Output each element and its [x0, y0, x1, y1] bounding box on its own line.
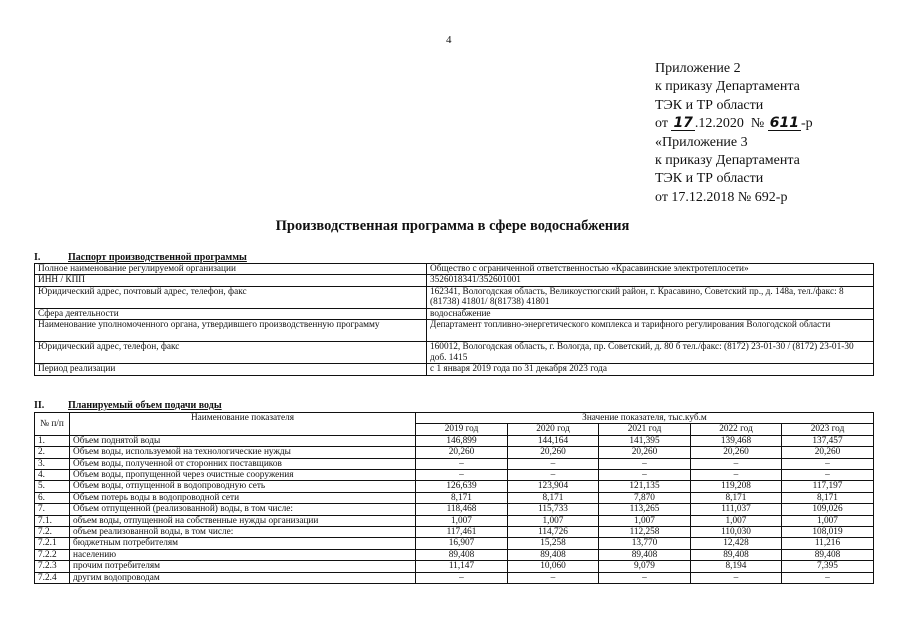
- row-value: –: [691, 572, 782, 583]
- column-header-name: Наименование показателя: [70, 413, 416, 436]
- row-name: прочим потребителям: [70, 561, 416, 572]
- row-value: 109,026: [782, 504, 874, 515]
- table-row: [35, 447, 874, 458]
- row-value: 137,457: [782, 435, 874, 446]
- row-number: 5.: [35, 481, 70, 492]
- row-value: –: [691, 458, 782, 469]
- passport-table: [34, 263, 874, 376]
- passport-value: с 1 января 2019 года по 31 декабря 2023 года: [427, 364, 874, 375]
- row-value: 146,899: [416, 435, 508, 446]
- row-value: 9,079: [599, 561, 691, 572]
- row-name: бюджетным потребителям: [70, 538, 416, 549]
- passport-label: Юридический адрес, почтовый адрес, телефон, факс: [35, 286, 427, 308]
- row-value: –: [599, 458, 691, 469]
- annex-line: от 17.12.2018 № 692-р: [655, 189, 788, 205]
- annex-line: к приказу Департамента: [655, 79, 800, 95]
- row-value: 20,260: [416, 447, 508, 458]
- row-number: 7.2.1: [35, 538, 70, 549]
- column-header-year: 2019 год: [416, 424, 508, 435]
- section-number: I.: [34, 252, 41, 263]
- row-value: 89,408: [782, 549, 874, 560]
- passport-label: Период реализации: [35, 364, 427, 375]
- row-value: 141,395: [599, 435, 691, 446]
- row-value: 8,194: [691, 561, 782, 572]
- row-number: 7.2.3: [35, 561, 70, 572]
- row-value: 144,164: [508, 435, 599, 446]
- row-value: –: [691, 470, 782, 481]
- row-value: 117,197: [782, 481, 874, 492]
- row-value: 1,007: [416, 515, 508, 526]
- document-title: Производственная программа в сфере водоснабжения: [275, 218, 630, 234]
- table-row: [35, 515, 874, 526]
- row-value: 7,395: [782, 561, 874, 572]
- table-row: [35, 527, 874, 538]
- table-row: [35, 286, 874, 308]
- row-number: 7.2.: [35, 527, 70, 538]
- row-value: 8,171: [416, 492, 508, 503]
- row-name: объем воды, отпущенной на собственные нужды организации: [70, 515, 416, 526]
- row-value: –: [416, 572, 508, 583]
- row-value: –: [782, 572, 874, 583]
- row-value: 11,216: [782, 538, 874, 549]
- row-value: –: [599, 572, 691, 583]
- row-value: –: [508, 458, 599, 469]
- row-value: 10,060: [508, 561, 599, 572]
- row-value: 8,171: [508, 492, 599, 503]
- row-value: 126,639: [416, 481, 508, 492]
- row-value: 15,258: [508, 538, 599, 549]
- row-value: 1,007: [599, 515, 691, 526]
- row-number: 7.2.2: [35, 549, 70, 560]
- row-value: 117,461: [416, 527, 508, 538]
- row-value: 1,007: [691, 515, 782, 526]
- row-value: –: [416, 470, 508, 481]
- row-value: 89,408: [691, 549, 782, 560]
- table-row: [35, 458, 874, 469]
- section-2-heading: [34, 400, 222, 411]
- section-1-heading: [34, 252, 247, 263]
- row-value: 89,408: [416, 549, 508, 560]
- row-name: Объем воды, полученной от сторонних поставщиков: [70, 458, 416, 469]
- row-number: 7.1.: [35, 515, 70, 526]
- row-value: 118,468: [416, 504, 508, 515]
- annex-line: «Приложение 3: [655, 134, 748, 150]
- passport-value: 162341, Вологодская область, Великоустюгский район, г. Красавино, Советский пр., д. 148а, тел./факс: 8 (81738) 41801/ 8(81738) 41801: [427, 286, 874, 308]
- passport-label: Сфера деятельности: [35, 308, 427, 319]
- column-header-year: 2020 год: [508, 424, 599, 435]
- row-value: 111,037: [691, 504, 782, 515]
- row-name: Объем поднятой воды: [70, 435, 416, 446]
- column-header-year: 2022 год: [691, 424, 782, 435]
- row-value: 11,147: [416, 561, 508, 572]
- row-value: 20,260: [782, 447, 874, 458]
- table-row: [35, 264, 874, 275]
- table-row: [35, 538, 874, 549]
- section-title: Планируемый объем подачи воды: [68, 400, 222, 411]
- annex-line: ТЭК и ТР области: [655, 171, 764, 187]
- row-value: 20,260: [691, 447, 782, 458]
- table-row: [35, 320, 874, 342]
- row-number: 2.: [35, 447, 70, 458]
- annex-order-line: [655, 115, 813, 133]
- row-value: 110,030: [691, 527, 782, 538]
- annex-date: .12.2020: [694, 116, 744, 132]
- row-name: объем реализованной воды, в том числе:: [70, 527, 416, 538]
- section-title: Паспорт производственной программы: [68, 252, 247, 263]
- row-value: 20,260: [508, 447, 599, 458]
- table-row: [35, 492, 874, 503]
- row-value: 123,904: [508, 481, 599, 492]
- column-header-year: 2021 год: [599, 424, 691, 435]
- row-value: –: [508, 572, 599, 583]
- annex-suffix: -р: [801, 116, 813, 132]
- row-name: Объем потерь воды в водопроводной сети: [70, 492, 416, 503]
- row-name: Объем воды, используемой на технологические нужды: [70, 447, 416, 458]
- water-volume-table: [34, 412, 874, 584]
- annex-prefix: от: [655, 116, 668, 132]
- row-value: –: [508, 470, 599, 481]
- annex-number-sign: №: [750, 116, 765, 132]
- row-value: 108,019: [782, 527, 874, 538]
- table-row: [35, 308, 874, 319]
- passport-label: Наименование уполномоченного органа, утвердившего производственную программу: [35, 320, 427, 342]
- row-value: –: [782, 470, 874, 481]
- row-value: 114,726: [508, 527, 599, 538]
- row-number: 6.: [35, 492, 70, 503]
- row-value: –: [599, 470, 691, 481]
- row-value: 89,408: [508, 549, 599, 560]
- row-name: Объем воды, пропущенной через очистные сооружения: [70, 470, 416, 481]
- passport-value: водоснабжение: [427, 308, 874, 319]
- column-header-values: Значение показателя, тыс.куб.м: [416, 413, 874, 424]
- passport-value: Общество с ограниченной ответственностью «Красавинские электротеплосети»: [427, 264, 874, 275]
- table-row: [35, 481, 874, 492]
- row-value: 8,171: [691, 492, 782, 503]
- row-value: 115,733: [508, 504, 599, 515]
- row-value: –: [782, 458, 874, 469]
- row-name: населению: [70, 549, 416, 560]
- row-value: 89,408: [599, 549, 691, 560]
- annex-line: к приказу Департамента: [655, 153, 800, 169]
- row-number: 7.2.4: [35, 572, 70, 583]
- row-value: 1,007: [782, 515, 874, 526]
- column-header-year: 2023 год: [782, 424, 874, 435]
- table-row: [35, 364, 874, 375]
- table-row: [35, 275, 874, 286]
- table-row: [35, 435, 874, 446]
- row-value: 13,770: [599, 538, 691, 549]
- passport-value: Департамент топливно-энергетического комплекса и тарифного регулирования Вологодской области: [427, 320, 874, 342]
- row-name: Объем воды, отпущенной в водопроводную сеть: [70, 481, 416, 492]
- page-number: 4: [446, 34, 452, 46]
- row-value: –: [416, 458, 508, 469]
- row-number: 7.: [35, 504, 70, 515]
- row-value: 16,907: [416, 538, 508, 549]
- row-value: 12,428: [691, 538, 782, 549]
- passport-label: Полное наименование регулируемой организации: [35, 264, 427, 275]
- table-row: [35, 561, 874, 572]
- row-value: 113,265: [599, 504, 691, 515]
- table-row: [35, 549, 874, 560]
- row-value: 139,468: [691, 435, 782, 446]
- column-header-number: № п/п: [35, 413, 70, 436]
- row-name: Объем отпущенной (реализованной) воды, в том числе:: [70, 504, 416, 515]
- row-value: 121,135: [599, 481, 691, 492]
- row-name: другим водопроводам: [70, 572, 416, 583]
- table-row: [35, 470, 874, 481]
- row-value: 112,258: [599, 527, 691, 538]
- row-value: 119,208: [691, 481, 782, 492]
- row-value: 8,171: [782, 492, 874, 503]
- row-number: 4.: [35, 470, 70, 481]
- passport-label: ИНН / КПП: [35, 275, 427, 286]
- passport-value: 160012, Вологодская область, г. Вологда, пр. Советский, д. 80 б тел./факс: (8172) 23-01-30 / (8172) 23-01-30 доб. 1415: [427, 342, 874, 364]
- passport-value: 3526018341/352601001: [427, 275, 874, 286]
- annex-line: ТЭК и ТР области: [655, 97, 764, 113]
- handwritten-day: 17: [673, 115, 693, 132]
- passport-label: Юридический адрес, телефон, факс: [35, 342, 427, 364]
- handwritten-number: 611: [769, 115, 800, 132]
- table-row: [35, 342, 874, 364]
- section-number: II.: [34, 400, 45, 411]
- table-row: [35, 504, 874, 515]
- table-row: [35, 572, 874, 583]
- row-value: 1,007: [508, 515, 599, 526]
- row-value: 7,870: [599, 492, 691, 503]
- annex-line: Приложение 2: [655, 61, 741, 76]
- annex-block: [655, 60, 813, 207]
- row-number: 1.: [35, 435, 70, 446]
- row-number: 3.: [35, 458, 70, 469]
- row-value: 20,260: [599, 447, 691, 458]
